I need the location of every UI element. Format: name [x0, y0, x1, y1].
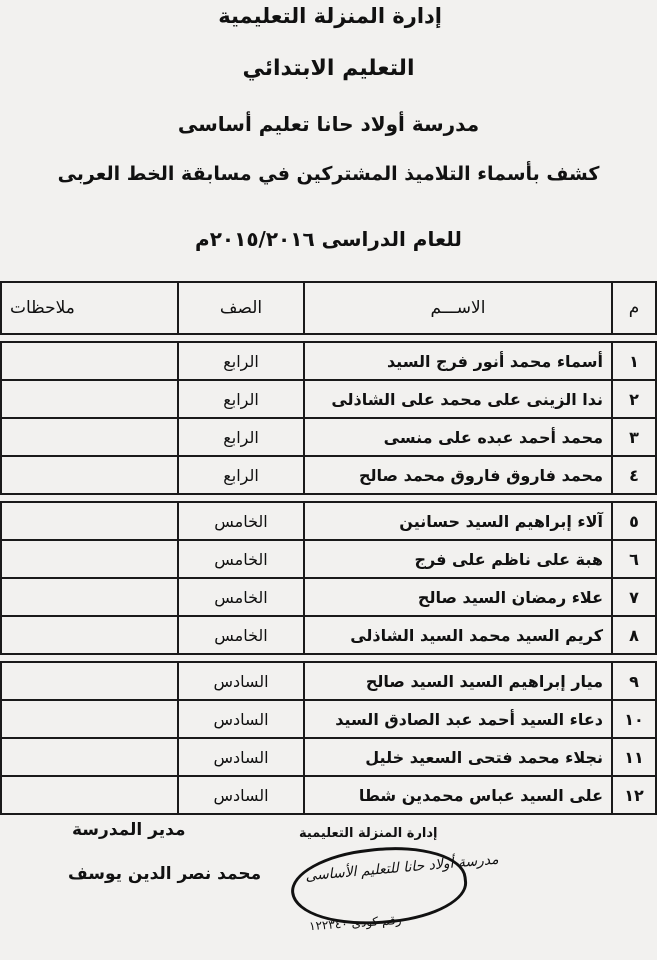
row-num: ٤: [612, 456, 656, 494]
table-row: [1, 578, 656, 616]
row-notes: [1, 776, 178, 814]
stamp-header: إدارة المنزلة التعليمية: [299, 826, 438, 841]
row-notes: [1, 502, 178, 540]
row-grade: الرابع: [178, 380, 304, 418]
school-title: مدرسة أولاد حانا تعليم أساسى: [177, 112, 480, 136]
col-header-name: الاســـم: [304, 282, 612, 334]
academic-year: للعام الدراسى ٢٠١٥/٢٠١٦م: [195, 227, 462, 251]
principal-name: محمد نصر الدين يوسف: [68, 864, 262, 884]
row-notes: [1, 616, 178, 654]
administration-title: إدارة المنزلة التعليمية: [218, 4, 442, 28]
row-num: ٦: [612, 540, 656, 578]
row-name: هبة على ناظم على فرج: [304, 540, 612, 578]
row-name: ندا الزينى على محمد على الشاذلى: [304, 380, 612, 418]
table-row: [1, 456, 656, 494]
row-notes: [1, 456, 178, 494]
row-name: آلاء إبراهيم السيد حسانين: [304, 502, 612, 540]
col-header-notes: ملاحظات: [1, 282, 178, 334]
row-num: ١٠: [612, 700, 656, 738]
row-num: ١٢: [612, 776, 656, 814]
row-notes: [1, 342, 178, 380]
row-name: كريم السيد محمد السيد الشاذلى: [304, 616, 612, 654]
row-name: ميار إبراهيم السيد السيد صالح: [304, 662, 612, 700]
stamp-code: رقم كودى ١٢٢٣٤٠: [308, 912, 402, 934]
row-grade: السادس: [178, 738, 304, 776]
table-row: [1, 738, 656, 776]
table-row: [1, 418, 656, 456]
table-spacer: [1, 654, 656, 662]
row-name: محمد أحمد عبده على منسى: [304, 418, 612, 456]
row-grade: السادس: [178, 776, 304, 814]
table-header-row: [1, 282, 656, 334]
row-grade: الخامس: [178, 616, 304, 654]
table-spacer: [1, 494, 656, 502]
table-row: [1, 342, 656, 380]
row-notes: [1, 738, 178, 776]
table-spacer: [1, 334, 656, 342]
table-row: [1, 380, 656, 418]
row-grade: الخامس: [178, 540, 304, 578]
row-notes: [1, 540, 178, 578]
row-name: محمد فاروق فاروق محمد صالح: [304, 456, 612, 494]
table-row: [1, 540, 656, 578]
row-name: علاء رمضان السيد صالح: [304, 578, 612, 616]
row-num: ١: [612, 342, 656, 380]
row-notes: [1, 662, 178, 700]
row-notes: [1, 700, 178, 738]
row-grade: الخامس: [178, 578, 304, 616]
row-name: نجلاء محمد فتحى السعيد خليل: [304, 738, 612, 776]
row-notes: [1, 418, 178, 456]
students-table: [0, 281, 657, 815]
row-notes: [1, 578, 178, 616]
row-num: ٥: [612, 502, 656, 540]
school-stamp: [275, 826, 500, 936]
row-grade: الرابع: [178, 342, 304, 380]
row-name: أسماء محمد أنور فرج السيد: [304, 342, 612, 380]
row-num: ٩: [612, 662, 656, 700]
table-row: [1, 662, 656, 700]
row-grade: الخامس: [178, 502, 304, 540]
row-num: ٧: [612, 578, 656, 616]
table-row: [1, 616, 656, 654]
col-header-num: م: [612, 282, 656, 334]
row-notes: [1, 380, 178, 418]
row-grade: الرابع: [178, 456, 304, 494]
row-num: ٣: [612, 418, 656, 456]
row-name: على السيد عباس محمدين شطا: [304, 776, 612, 814]
row-grade: الرابع: [178, 418, 304, 456]
row-grade: السادس: [178, 662, 304, 700]
document-subject: كشف بأسماء التلاميذ المشتركين في مسابقة الخط العربى: [57, 163, 600, 185]
row-name: دعاء السيد أحمد عبد الصادق السيد: [304, 700, 612, 738]
row-num: ١١: [612, 738, 656, 776]
col-header-grade: الصف: [178, 282, 304, 334]
row-grade: السادس: [178, 700, 304, 738]
stage-title: التعليم الابتدائي: [242, 56, 415, 81]
principal-title: مدير المدرسة: [72, 820, 186, 840]
table-row: [1, 700, 656, 738]
stamp-text: مدرسة أولاد حانا للتعليم الأساسى: [304, 851, 500, 885]
table-row: [1, 502, 656, 540]
table-row: [1, 776, 656, 814]
row-num: ٢: [612, 380, 656, 418]
row-num: ٨: [612, 616, 656, 654]
